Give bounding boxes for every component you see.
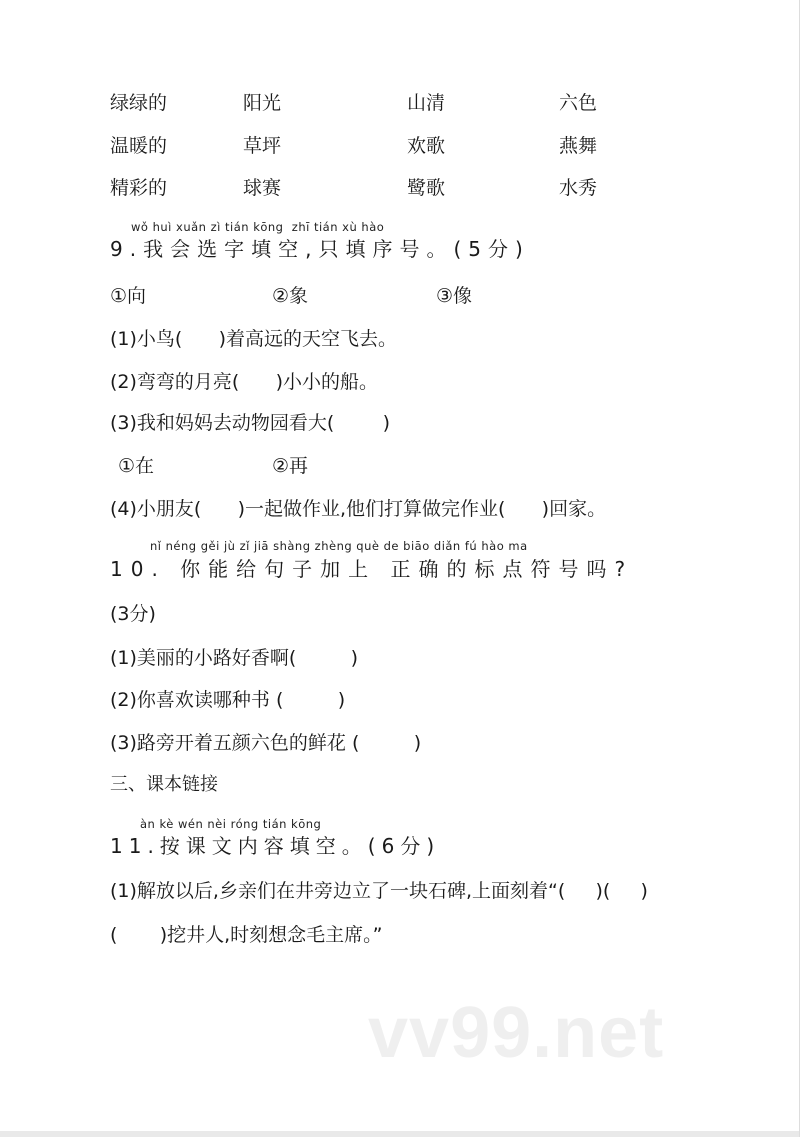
option: ②再 xyxy=(272,455,309,477)
q9-pinyin: wǒ huì xuǎn zì tián kōng zhī tián xù hào xyxy=(131,220,385,234)
word-cell: 草坪 xyxy=(243,135,282,157)
q10-item: (2)你喜欢读哪种书 ( ) xyxy=(110,689,346,711)
q11-item: (1)解放以后,乡亲们在井旁边立了一块石碑,上面刻着“( )( ) xyxy=(110,880,648,902)
q10-title: 10. 你能给句子加上 正确的标点符号吗? xyxy=(110,557,634,581)
q10-score: (3分) xyxy=(110,603,156,625)
q9-item: (3)我和妈妈去动物园看大( ) xyxy=(110,412,391,434)
word-cell: 燕舞 xyxy=(559,135,598,157)
q10-pinyin: nǐ néng gěi jù zǐ jiā shàng zhèng què de biāo diǎn fú hào ma xyxy=(150,539,528,553)
q9-item: (2)弯弯的月亮( )小小的船。 xyxy=(110,371,378,393)
word-cell: 鹭歌 xyxy=(407,177,446,199)
word-cell: 水秀 xyxy=(559,177,598,199)
q9-title: 9.我会选字填空,只填序号。(5分) xyxy=(110,237,530,261)
option: ③像 xyxy=(436,285,473,307)
word-cell: 山清 xyxy=(407,92,446,114)
option: ②象 xyxy=(272,285,309,307)
option: ①向 xyxy=(110,285,147,307)
watermark: vv99.net xyxy=(368,993,665,1073)
q11-title: 11.按课文内容填空。(6分) xyxy=(110,834,441,858)
option: ①在 xyxy=(118,455,155,477)
page-bottom-edge xyxy=(0,1131,799,1137)
word-cell: 阳光 xyxy=(243,92,282,114)
section-title: 三、课本链接 xyxy=(110,774,218,795)
word-cell: 绿绿的 xyxy=(110,92,168,114)
word-cell: 温暖的 xyxy=(110,135,168,157)
q9-item: (4)小朋友( )一起做作业,他们打算做完作业( )回家。 xyxy=(110,498,607,520)
q10-item: (3)路旁开着五颜六色的鲜花 ( ) xyxy=(110,732,422,754)
q11-item: ( )挖井人,时刻想念毛主席。” xyxy=(110,924,383,946)
word-cell: 精彩的 xyxy=(110,177,168,199)
word-cell: 六色 xyxy=(559,92,598,114)
q10-item: (1)美丽的小路好香啊( ) xyxy=(110,647,359,669)
word-cell: 欢歌 xyxy=(407,135,446,157)
q11-pinyin: àn kè wén nèi róng tián kōng xyxy=(140,817,322,831)
q9-item: (1)小鸟( )着高远的天空飞去。 xyxy=(110,328,397,350)
word-cell: 球赛 xyxy=(243,177,282,199)
